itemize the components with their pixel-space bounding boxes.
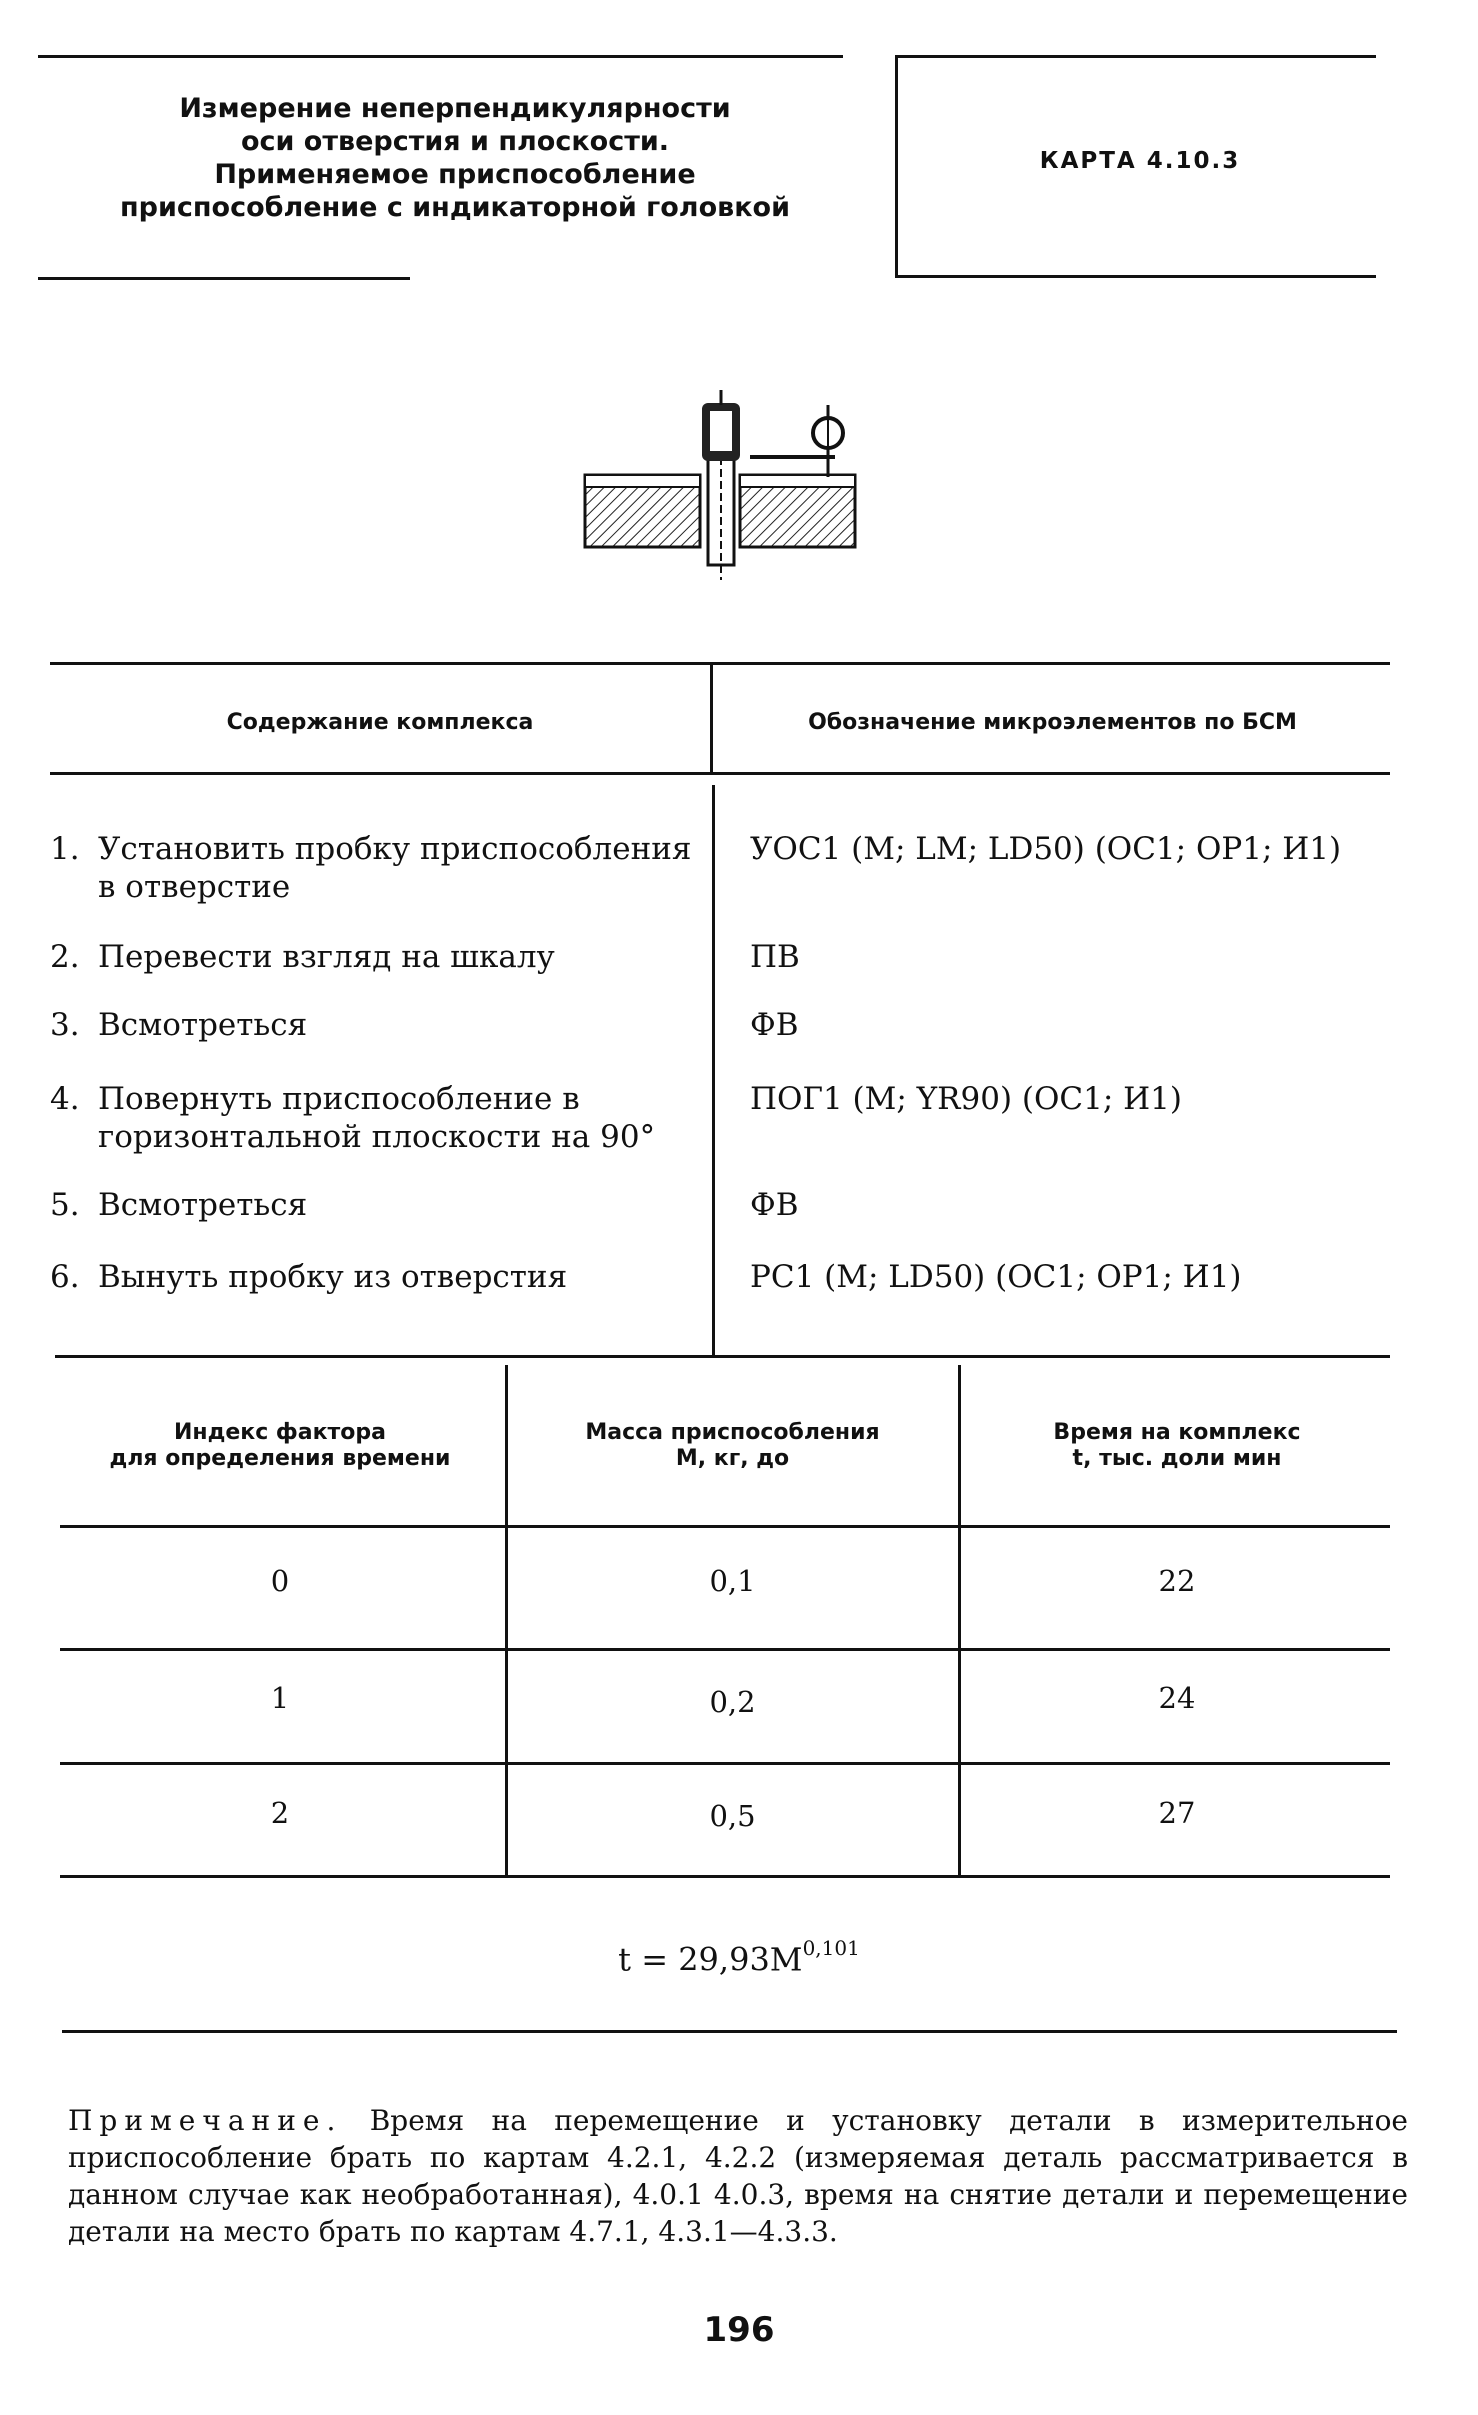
- cell-index: 1: [270, 1681, 290, 1715]
- card-title-line-4: приспособление с индикаторной головкой: [119, 192, 791, 223]
- cell-time: 24: [1158, 1681, 1196, 1715]
- column-header-time-line2: t, тыс. доли мин: [1072, 1446, 1282, 1471]
- table1-body-divider: [712, 785, 715, 1355]
- column-header-time: [962, 1420, 1392, 1472]
- table2-row-rule: [60, 1648, 1390, 1651]
- header-bottom-rule: [38, 277, 410, 280]
- step-code: РС1 (M; LD50) (ОС1; ОР1; И1): [750, 1259, 1242, 1295]
- step-text: Перевести взгляд на шкалу: [98, 939, 555, 975]
- card-number: КАРТА 4.10.3: [1039, 148, 1241, 174]
- header-top-rule: [38, 55, 843, 58]
- step-row: [50, 830, 700, 906]
- workpiece-left-block: [585, 475, 700, 547]
- step-text: Всмотреться: [98, 1007, 308, 1043]
- column-header-index: [60, 1420, 500, 1472]
- workpiece-right-block: [740, 475, 855, 547]
- formula-exponent: 0,101: [802, 1936, 860, 1960]
- step-code: УОС1 (M; LM; LD50) (ОС1; ОР1; И1): [750, 831, 1342, 867]
- dial-indicator: [750, 405, 843, 477]
- step-row: [50, 1080, 700, 1156]
- step-number: 1.: [50, 831, 80, 867]
- step-number: 3.: [50, 1007, 80, 1043]
- page-number: 196: [703, 2310, 775, 2350]
- step-row: [50, 1006, 700, 1044]
- step-code: ФВ: [750, 1187, 799, 1223]
- table2-bottom-rule: [60, 1875, 1390, 1878]
- footnote: [68, 2102, 1408, 2250]
- cell-mass: 0,1: [709, 1564, 756, 1598]
- table2-divider-1: [505, 1365, 508, 1875]
- time-formula: [0, 1936, 1478, 1979]
- cell-mass: 0,2: [709, 1685, 756, 1719]
- column-header-index-line1: Индекс фактора: [174, 1420, 386, 1445]
- table1-top-rule: [50, 662, 1390, 665]
- formula-base: t = 29,93M: [618, 1940, 803, 1979]
- formula-bottom-rule: [62, 2030, 1397, 2033]
- card-title-line-1: Измерение неперпендикулярности: [179, 93, 731, 124]
- table1-header-rule: [50, 772, 1390, 775]
- footnote-text: Время на перемещение и установку детали в измерительное приспособление брать по картам 4.2.1, 4.2.2 (измеряемая деталь рассматривается в данном случае как необработанная), 4.0.1 4.0.3, время на снятие детали и перемещение детали на место брать по картам 4.7.1, 4.3.1—4.3.3.: [68, 2104, 1408, 2248]
- cell-time: 27: [1158, 1796, 1196, 1830]
- column-header-index-line2: для определения времени: [109, 1446, 451, 1471]
- fixture-diagram: [570, 385, 870, 585]
- column-header-time-line1: Время на комплекс: [1053, 1420, 1301, 1445]
- step-number: 4.: [50, 1081, 80, 1117]
- step-number: 5.: [50, 1187, 80, 1223]
- cell-time: 22: [1158, 1564, 1196, 1598]
- step-code: ПОГ1 (M; YR90) (ОС1; И1): [750, 1081, 1182, 1117]
- step-text: Всмотреться: [98, 1187, 308, 1223]
- card-title-line-3: Применяемое приспособление: [214, 159, 696, 190]
- table2-row-rule: [60, 1762, 1390, 1765]
- column-header-mass: [510, 1420, 955, 1472]
- column-header-codes: Обозначение микроэлементов по БСМ: [808, 710, 1297, 735]
- table2-header-rule: [60, 1525, 1390, 1528]
- step-code: ФВ: [750, 1007, 799, 1043]
- step-row: [50, 938, 700, 976]
- step-text: Установить пробку приспособления в отверстие: [98, 831, 692, 905]
- cell-index: 2: [270, 1796, 290, 1830]
- plug-gauge: [702, 390, 740, 580]
- column-header-content: Содержание комплекса: [226, 710, 534, 735]
- step-number: 6.: [50, 1259, 80, 1295]
- column-header-mass-line2: M, кг, до: [675, 1446, 790, 1471]
- table2-top-rule: [55, 1355, 1390, 1358]
- step-text: Повернуть приспособление в горизонтальной плоскости на 90°: [98, 1081, 656, 1155]
- step-code: ПВ: [750, 939, 800, 975]
- column-header-mass-line1: Масса приспособления: [585, 1420, 880, 1445]
- card-title-line-2: оси отверстия и плоскости.: [240, 126, 670, 157]
- step-text: Вынуть пробку из отверстия: [98, 1259, 568, 1295]
- table2-divider-2: [958, 1365, 961, 1875]
- table1-header-divider: [710, 662, 713, 772]
- step-number: 2.: [50, 939, 80, 975]
- footnote-label: Примечание.: [68, 2104, 343, 2137]
- step-row: [50, 1258, 700, 1296]
- card-title: [40, 92, 870, 224]
- step-row: [50, 1186, 700, 1224]
- cell-mass: 0,5: [709, 1799, 756, 1833]
- cell-index: 0: [270, 1564, 290, 1598]
